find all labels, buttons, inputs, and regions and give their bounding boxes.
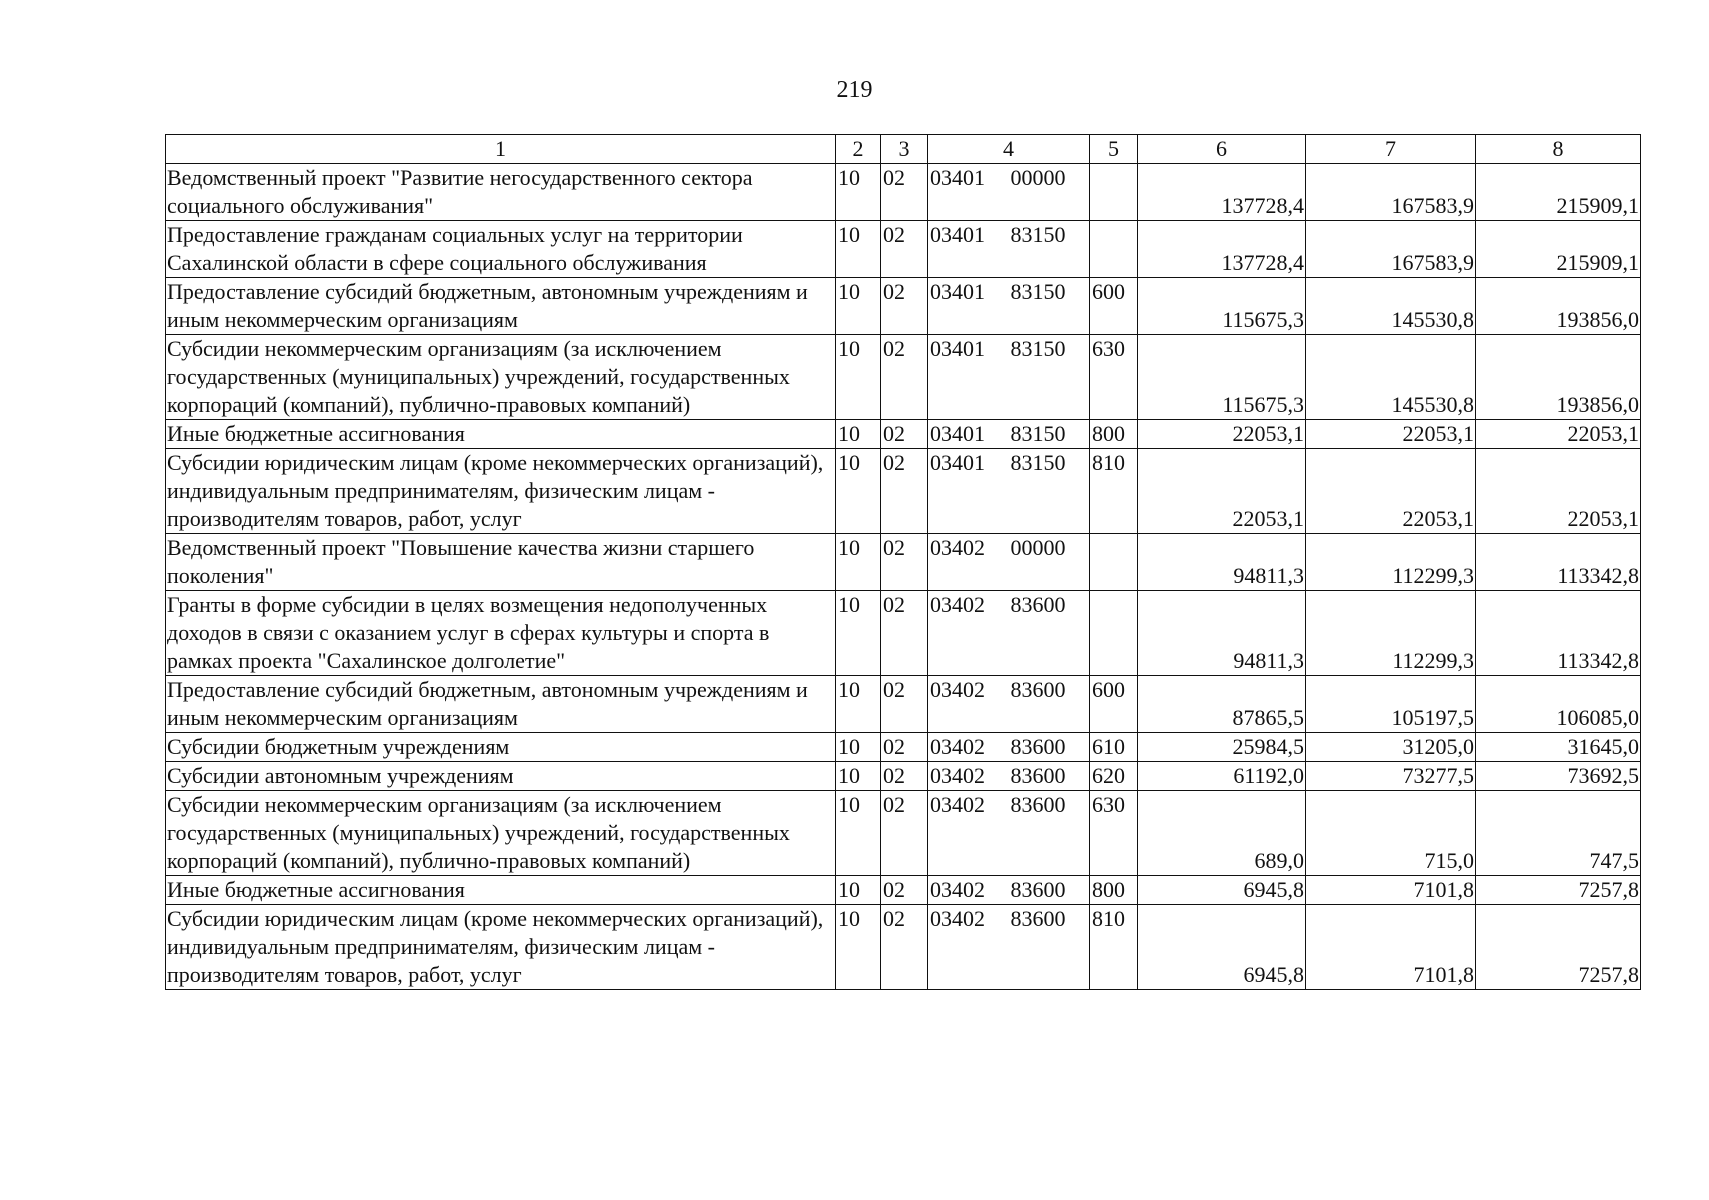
row-amount-8-cell: 215909,1 [1476, 221, 1641, 278]
row-subsection-cell: 02 [881, 791, 928, 876]
header-col-6: 6 [1138, 135, 1306, 164]
row-section-cell: 10 [836, 676, 881, 733]
table-row [166, 733, 1641, 762]
row-expense-code-cell: 83600 [1005, 676, 1090, 733]
table-row [166, 164, 1641, 221]
row-expense-code-cell: 83150 [1005, 335, 1090, 420]
row-section-cell: 10 [836, 591, 881, 676]
table-body [166, 164, 1641, 990]
row-subsection-cell: 02 [881, 762, 928, 791]
row-expense-code-cell: 83150 [1005, 278, 1090, 335]
row-type-cell: 600 [1090, 676, 1138, 733]
table-row [166, 676, 1641, 733]
row-amount-7-cell: 145530,8 [1306, 335, 1476, 420]
row-subsection-cell: 02 [881, 420, 928, 449]
row-name-cell: Субсидии некоммерческим организациям (за исключением государственных (муниципальных) учреждений, государственных корпораций (компаний), публично-правовых компаний) [166, 791, 836, 876]
table-row [166, 762, 1641, 791]
row-section-cell: 10 [836, 278, 881, 335]
row-program-code-cell: 03402 [928, 876, 1005, 905]
page-number: 219 [836, 77, 873, 103]
row-name-cell: Ведомственный проект "Повышение качества жизни старшего поколения" [166, 534, 836, 591]
row-type-cell [1090, 534, 1138, 591]
row-subsection-cell: 02 [881, 733, 928, 762]
row-amount-7-cell: 22053,1 [1306, 449, 1476, 534]
row-program-code-cell: 03401 [928, 449, 1005, 534]
row-amount-6-cell: 25984,5 [1138, 733, 1306, 762]
row-expense-code-cell: 83150 [1005, 449, 1090, 534]
row-name-cell: Предоставление субсидий бюджетным, автономным учреждениям и иным некоммерческим организациям [166, 278, 836, 335]
row-type-cell: 630 [1090, 791, 1138, 876]
header-row [166, 135, 1641, 164]
table-row [166, 278, 1641, 335]
header-col-2: 2 [836, 135, 881, 164]
row-amount-7-cell: 73277,5 [1306, 762, 1476, 791]
row-program-code-cell: 03402 [928, 591, 1005, 676]
row-type-cell [1090, 591, 1138, 676]
row-amount-6-cell: 6945,8 [1138, 876, 1306, 905]
row-name-cell: Субсидии некоммерческим организациям (за исключением государственных (муниципальных) учреждений, государственных корпораций (компаний), публично-правовых компаний) [166, 335, 836, 420]
table-row [166, 905, 1641, 990]
row-amount-8-cell: 7257,8 [1476, 876, 1641, 905]
row-amount-7-cell: 145530,8 [1306, 278, 1476, 335]
row-name-cell: Субсидии юридическим лицам (кроме некоммерческих организаций), индивидуальным предпринимателям, физическим лицам - производителям товаров, работ, услуг [166, 905, 836, 990]
header-col-7: 7 [1306, 135, 1476, 164]
row-amount-8-cell: 113342,8 [1476, 591, 1641, 676]
row-amount-6-cell: 689,0 [1138, 791, 1306, 876]
row-section-cell: 10 [836, 335, 881, 420]
row-amount-8-cell: 193856,0 [1476, 278, 1641, 335]
row-type-cell: 810 [1090, 905, 1138, 990]
row-name-cell: Ведомственный проект "Развитие негосударственного сектора социального обслуживания" [166, 164, 836, 221]
header-col-8: 8 [1476, 135, 1641, 164]
row-program-code-cell: 03401 [928, 420, 1005, 449]
row-amount-7-cell: 112299,3 [1306, 591, 1476, 676]
row-amount-7-cell: 715,0 [1306, 791, 1476, 876]
row-expense-code-cell: 83150 [1005, 221, 1090, 278]
row-expense-code-cell: 83150 [1005, 420, 1090, 449]
row-subsection-cell: 02 [881, 534, 928, 591]
row-program-code-cell: 03401 [928, 278, 1005, 335]
row-program-code-cell: 03402 [928, 791, 1005, 876]
row-program-code-cell: 03402 [928, 534, 1005, 591]
row-name-cell: Предоставление гражданам социальных услуг на территории Сахалинской области в сфере социального обслуживания [166, 221, 836, 278]
row-name-cell: Предоставление субсидий бюджетным, автономным учреждениям и иным некоммерческим организациям [166, 676, 836, 733]
row-amount-7-cell: 7101,8 [1306, 905, 1476, 990]
row-program-code-cell: 03402 [928, 733, 1005, 762]
row-type-cell [1090, 164, 1138, 221]
row-amount-8-cell: 113342,8 [1476, 534, 1641, 591]
table-row [166, 591, 1641, 676]
row-type-cell: 800 [1090, 876, 1138, 905]
row-amount-6-cell: 6945,8 [1138, 905, 1306, 990]
row-subsection-cell: 02 [881, 221, 928, 278]
budget-table [165, 134, 1641, 990]
row-section-cell: 10 [836, 733, 881, 762]
table-row [166, 221, 1641, 278]
row-type-cell: 620 [1090, 762, 1138, 791]
row-amount-7-cell: 22053,1 [1306, 420, 1476, 449]
row-name-cell: Субсидии юридическим лицам (кроме некоммерческих организаций), индивидуальным предпринимателям, физическим лицам - производителям товаров, работ, услуг [166, 449, 836, 534]
row-expense-code-cell: 83600 [1005, 762, 1090, 791]
row-type-cell: 800 [1090, 420, 1138, 449]
header-col-5: 5 [1090, 135, 1138, 164]
row-name-cell: Иные бюджетные ассигнования [166, 876, 836, 905]
row-section-cell: 10 [836, 762, 881, 791]
row-name-cell: Субсидии бюджетным учреждениям [166, 733, 836, 762]
row-type-cell: 630 [1090, 335, 1138, 420]
header-col-1: 1 [166, 135, 836, 164]
row-amount-7-cell: 7101,8 [1306, 876, 1476, 905]
row-expense-code-cell: 00000 [1005, 164, 1090, 221]
table-row [166, 449, 1641, 534]
row-subsection-cell: 02 [881, 676, 928, 733]
row-amount-7-cell: 167583,9 [1306, 221, 1476, 278]
row-amount-8-cell: 73692,5 [1476, 762, 1641, 791]
row-program-code-cell: 03401 [928, 221, 1005, 278]
row-amount-6-cell: 137728,4 [1138, 164, 1306, 221]
row-amount-7-cell: 31205,0 [1306, 733, 1476, 762]
row-subsection-cell: 02 [881, 876, 928, 905]
header-col-3: 3 [881, 135, 928, 164]
row-name-cell: Иные бюджетные ассигнования [166, 420, 836, 449]
table-row [166, 420, 1641, 449]
row-program-code-cell: 03402 [928, 762, 1005, 791]
row-amount-8-cell: 22053,1 [1476, 420, 1641, 449]
table-row [166, 335, 1641, 420]
row-amount-6-cell: 115675,3 [1138, 278, 1306, 335]
row-amount-6-cell: 115675,3 [1138, 335, 1306, 420]
row-subsection-cell: 02 [881, 449, 928, 534]
row-expense-code-cell: 83600 [1005, 733, 1090, 762]
row-subsection-cell: 02 [881, 164, 928, 221]
row-program-code-cell: 03402 [928, 905, 1005, 990]
row-expense-code-cell: 83600 [1005, 905, 1090, 990]
row-subsection-cell: 02 [881, 591, 928, 676]
table-row [166, 791, 1641, 876]
row-expense-code-cell: 83600 [1005, 876, 1090, 905]
row-amount-8-cell: 22053,1 [1476, 449, 1641, 534]
row-name-cell: Гранты в форме субсидии в целях возмещения недополученных доходов в связи с оказанием услуг в сферах культуры и спорта в рамках проекта "Сахалинское долголетие" [166, 591, 836, 676]
row-amount-8-cell: 7257,8 [1476, 905, 1641, 990]
row-section-cell: 10 [836, 420, 881, 449]
row-amount-6-cell: 87865,5 [1138, 676, 1306, 733]
row-amount-7-cell: 105197,5 [1306, 676, 1476, 733]
row-amount-6-cell: 22053,1 [1138, 449, 1306, 534]
row-amount-8-cell: 747,5 [1476, 791, 1641, 876]
row-section-cell: 10 [836, 449, 881, 534]
table-row [166, 534, 1641, 591]
row-amount-8-cell: 215909,1 [1476, 164, 1641, 221]
row-amount-7-cell: 167583,9 [1306, 164, 1476, 221]
row-section-cell: 10 [836, 534, 881, 591]
row-section-cell: 10 [836, 791, 881, 876]
row-amount-6-cell: 61192,0 [1138, 762, 1306, 791]
row-expense-code-cell: 83600 [1005, 791, 1090, 876]
row-type-cell: 810 [1090, 449, 1138, 534]
row-amount-8-cell: 193856,0 [1476, 335, 1641, 420]
row-amount-8-cell: 31645,0 [1476, 733, 1641, 762]
row-section-cell: 10 [836, 164, 881, 221]
row-amount-7-cell: 112299,3 [1306, 534, 1476, 591]
row-section-cell: 10 [836, 905, 881, 990]
row-amount-6-cell: 22053,1 [1138, 420, 1306, 449]
row-name-cell: Субсидии автономным учреждениям [166, 762, 836, 791]
row-section-cell: 10 [836, 221, 881, 278]
header-col-4: 4 [928, 135, 1090, 164]
row-expense-code-cell: 83600 [1005, 591, 1090, 676]
row-program-code-cell: 03401 [928, 164, 1005, 221]
row-subsection-cell: 02 [881, 335, 928, 420]
row-type-cell: 610 [1090, 733, 1138, 762]
row-type-cell: 600 [1090, 278, 1138, 335]
row-amount-6-cell: 137728,4 [1138, 221, 1306, 278]
row-amount-6-cell: 94811,3 [1138, 591, 1306, 676]
row-subsection-cell: 02 [881, 278, 928, 335]
row-program-code-cell: 03402 [928, 676, 1005, 733]
row-type-cell [1090, 221, 1138, 278]
row-section-cell: 10 [836, 876, 881, 905]
table-row [166, 876, 1641, 905]
row-program-code-cell: 03401 [928, 335, 1005, 420]
row-amount-6-cell: 94811,3 [1138, 534, 1306, 591]
row-subsection-cell: 02 [881, 905, 928, 990]
row-expense-code-cell: 00000 [1005, 534, 1090, 591]
row-amount-8-cell: 106085,0 [1476, 676, 1641, 733]
